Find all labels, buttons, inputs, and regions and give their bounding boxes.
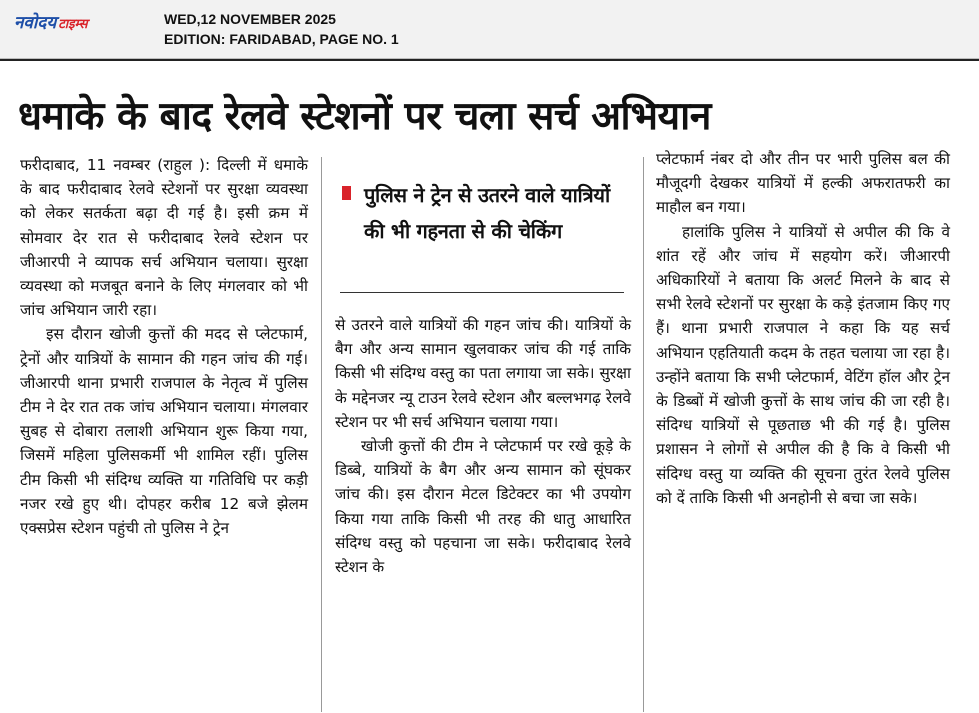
highlight-bullet-icon: [342, 186, 351, 200]
column-divider-2: [643, 157, 644, 712]
column-2-paragraph-2: खोजी कुत्तों की टीम ने प्लेटफार्म पर रखे कूड़े के डिब्बे, यात्रियों के बैग और अन्य सामान को सूंघकर जांच की। इस दौरान मेटल डिटेक्टर का भी उपयोग किया गया ताकि किसी भी तरह की धातु आधारित संदिग्ध वस्तु को पहचाना जा सके। फरीदाबाद रेलवे स्टेशन के: [335, 437, 631, 577]
column-3-paragraph-1: प्लेटफार्म नंबर दो और तीन पर भारी पुलिस बल की मौजूदगी देखकर यात्रियों में हल्की अफरातफरी का माहौल बन गया।: [656, 150, 950, 217]
highlight-divider: [340, 292, 624, 293]
newspaper-logo[interactable]: [14, 10, 88, 34]
column-1-paragraph-2: इस दौरान खोजी कुत्तों की मदद से प्लेटफार्म, ट्रेनों और यात्रियों के सामान की गहन जांच की गई। जीआरपी थाना प्रभारी राजपाल के नेतृत्व में पुलिस टीम ने देर रात तक जांच अभियान चलाया। मंगलवार सुबह से दोबारा तलाशी अभियान शुरू किया गया, जिसमें महिला पुलिसकर्मी भी शामिल रहीं। पुलिस टीम किसी भी संदिग्ध व्यक्ति या गतिविधि पर कड़ी नजर रखे हुए थी। दोपहर करीब 12 बजे झेलम एक्सप्रेस स्टेशन पहुंची तो पुलिस ने ट्रेन: [20, 325, 308, 538]
highlight-text: पुलिस ने ट्रेन से उतरने वाले यात्रियों की भी गहनता से की चेकिंग: [364, 183, 610, 243]
edition-line: EDITION: FARIDABAD, PAGE NO. 1: [164, 31, 399, 47]
logo-sub-text: टाइम्स: [58, 17, 88, 32]
column-divider-1: [321, 157, 322, 712]
article-column-2: [335, 313, 631, 579]
column-1-paragraph-1: फरीदाबाद, 11 नवम्बर (राहुल ): दिल्ली में धमाके के बाद फरीदाबाद रेलवे स्टेशनों पर सुरक्षा व्यवस्था को लेकर सतर्कता बढ़ा दी गई है। इसी क्रम में सोमवार देर रात से फरीदाबाद रेलवे स्टेशन पर जीआरपी ने व्यापक सर्च अभियान चलाया। सुरक्षा व्यवस्था को मजबूत बनाने के लिए मंगलवार को भी जांच अभियान जारी रहा।: [20, 156, 308, 320]
highlight-box: [342, 177, 622, 249]
column-3-paragraph-2: हालांकि पुलिस ने यात्रियों से अपील की कि वे शांत रहें और जांच में सहयोग करें। जीआरपी अधिकारियों ने बताया कि अलर्ट मिलने के बाद से सभी रेलवे स्टेशनों पर सुरक्षा के कड़े इंतजाम किए गए हैं। थाना प्रभारी राजपाल ने कहा कि यह सर्च अभियान एहतियाती कदम के तहत चलाया जा रहा है। उन्होंने बताया कि सभी प्लेटफार्म, वेटिंग हॉल और ट्रेन के डिब्बों में खोजी कुत्तों के साथ जांच की जा रही है। संदिग्ध यात्रियों से पूछताछ भी की गई है। पुलिस प्रशासन ने लोगों से अपील की है कि वे किसी भी संदिग्ध वस्तु या व्यक्ति की सूचना तुरंत रेलवे पुलिस को दें ताकि किसी भी अनहोनी से बचा जा सके।: [656, 222, 950, 507]
article-column-1: [20, 153, 308, 540]
edition-info: [164, 9, 399, 49]
date-line: WED,12 NOVEMBER 2025: [164, 11, 336, 27]
article-column-3: [656, 147, 950, 510]
news-clipping: [0, 59, 979, 713]
newspaper-header-bar: [0, 0, 979, 59]
column-2-paragraph-1: से उतरने वाले यात्रियों की गहन जांच की। यात्रियों के बैग और अन्य सामान खुलवाकर जांच की गई ताकि किसी भी संदिग्ध वस्तु का पता लगाया जा सके। सुरक्षा के मद्देनजर न्यू टाउन रेलवे स्टेशन और बल्लभगढ़ रेलवे स्टेशन पर भी सर्च अभियान चलाया गया।: [335, 316, 631, 431]
logo-main-text: नवोदय: [14, 13, 57, 33]
article-headline: धमाके के बाद रेलवे स्टेशनों पर चला सर्च अभियान: [18, 94, 711, 139]
